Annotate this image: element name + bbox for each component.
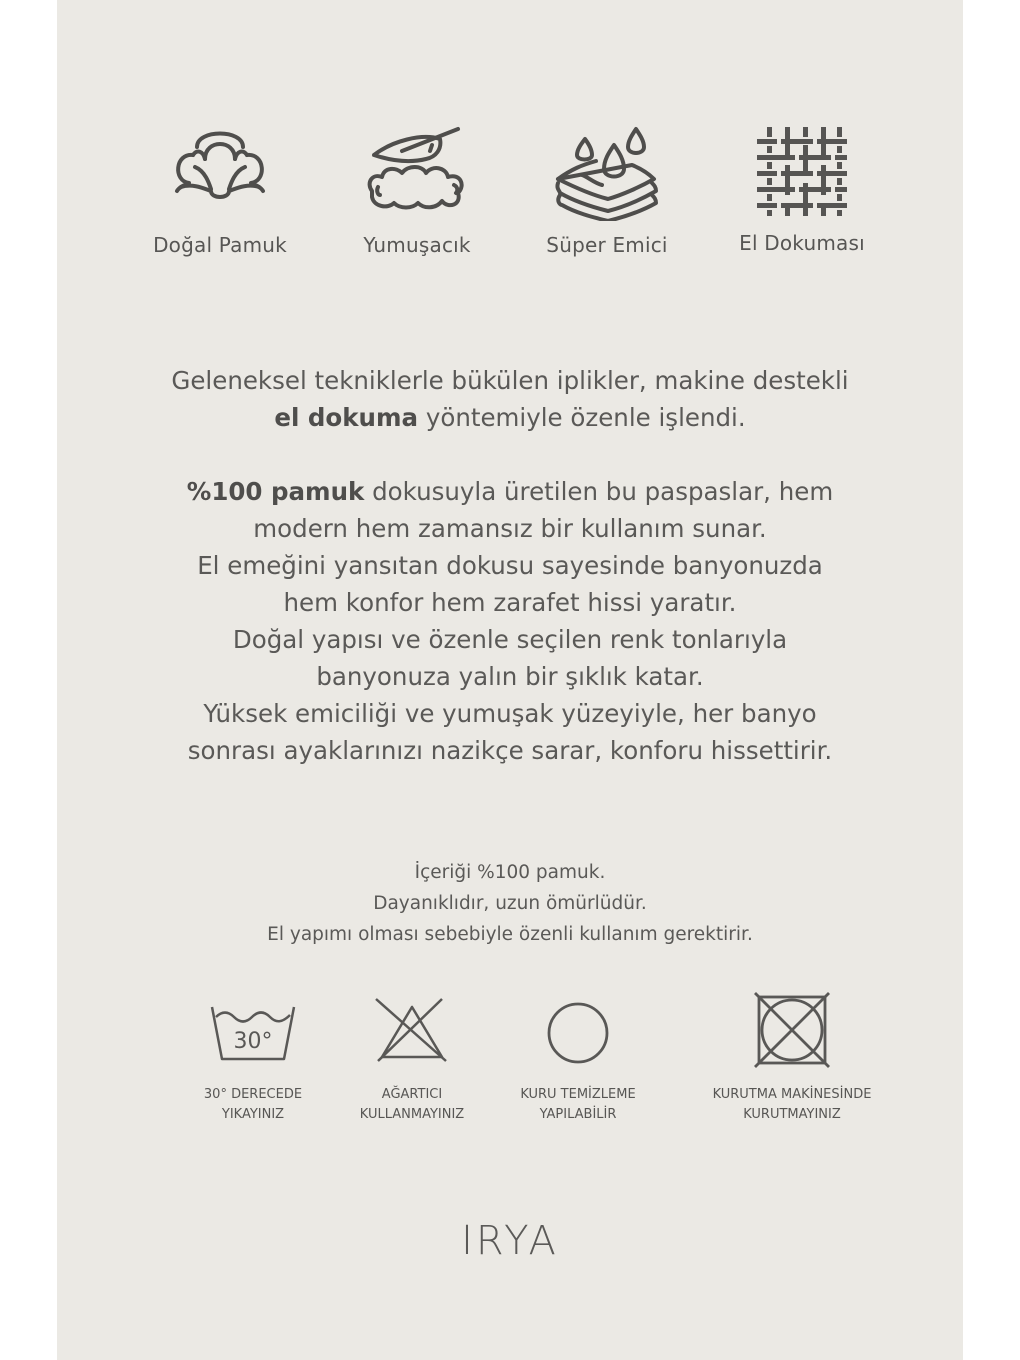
emphasis-text: %100 pamuk [186,477,365,506]
description-paragraph-2 [0,473,1020,769]
weave-icon [747,125,857,217]
description-line: Doğal yapısı ve özenle seçilen renk tonlarıyla [232,625,788,654]
care-no-tumble-dry [671,995,913,1125]
description-line: banyonuza yalın bir şıklık katar. [316,662,704,691]
care-label-line: KURUTMAYINIZ [743,1107,841,1122]
feature-super-absorbent [507,125,707,257]
care-dry-clean [478,995,678,1125]
feature-label: Yumuşacık [363,233,471,257]
feather-cloud-icon [362,125,472,215]
care-label-line: KULLANMAYINIZ [359,1107,465,1122]
description-paragraph-1 [0,362,1020,436]
feature-soft [317,125,517,257]
care-label-line: YAPILABİLİR [539,1107,617,1122]
description-line: hem konfor hem zarafet hissi yaratır. [283,588,737,617]
no-tumble-dry-icon [753,991,831,1069]
care-label-line: 30° DERECEDE [203,1087,303,1102]
description-text: yöntemiyle özenle işlendi. [418,403,746,432]
feature-hand-woven [702,125,902,255]
description-line: modern hem zamansız bir kullanım sunar. [253,514,767,543]
description-text: dokusuyla üretilen bu paspaslar, hem [364,477,834,506]
feature-natural-cotton [120,125,320,257]
feature-label: El Dokuması [739,231,865,255]
description-line [0,399,1020,436]
description-line: sonrası ayaklarınızı nazikçe sarar, konforu hissettirir. [187,736,833,765]
brand-logo: IRYA [461,1218,559,1264]
note-line: Dayanıklıdır, uzun ömürlüdür. [373,893,647,914]
no-bleach-icon [372,995,452,1065]
feature-label: Süper Emici [546,233,668,257]
care-label-line: KURU TEMİZLEME [520,1087,636,1102]
dry-clean-icon [543,995,613,1065]
description-line: Yüksek emiciliği ve yumuşak yüzeyiyle, her banyo [203,699,817,728]
note-line: İçeriği %100 pamuk. [414,862,606,883]
wash-30-icon [208,995,298,1065]
note-line: El yapımı olması sebebiyle özenli kullanım gerektirir. [267,924,753,945]
description-line: Geleneksel tekniklerle bükülen iplikler, makine destekli [171,366,849,395]
svg-text:30°: 30° [233,1029,273,1054]
absorbent-layers-icon [552,125,662,221]
care-label-line: YIKAYINIZ [221,1107,285,1122]
care-label-line: KURUTMA MAKİNESİNDE [712,1087,872,1102]
feature-label: Doğal Pamuk [153,233,287,257]
emphasis-text: el dokuma [274,403,419,432]
product-notes [0,857,1020,950]
cotton-icon [165,125,275,215]
care-label [671,1085,913,1125]
care-label [478,1085,678,1125]
description-line: El emeğini yansıtan dokusu sayesinde banyonuzda [197,551,823,580]
description-line [0,473,1020,510]
care-label-line: AĞARTICI [381,1087,443,1102]
